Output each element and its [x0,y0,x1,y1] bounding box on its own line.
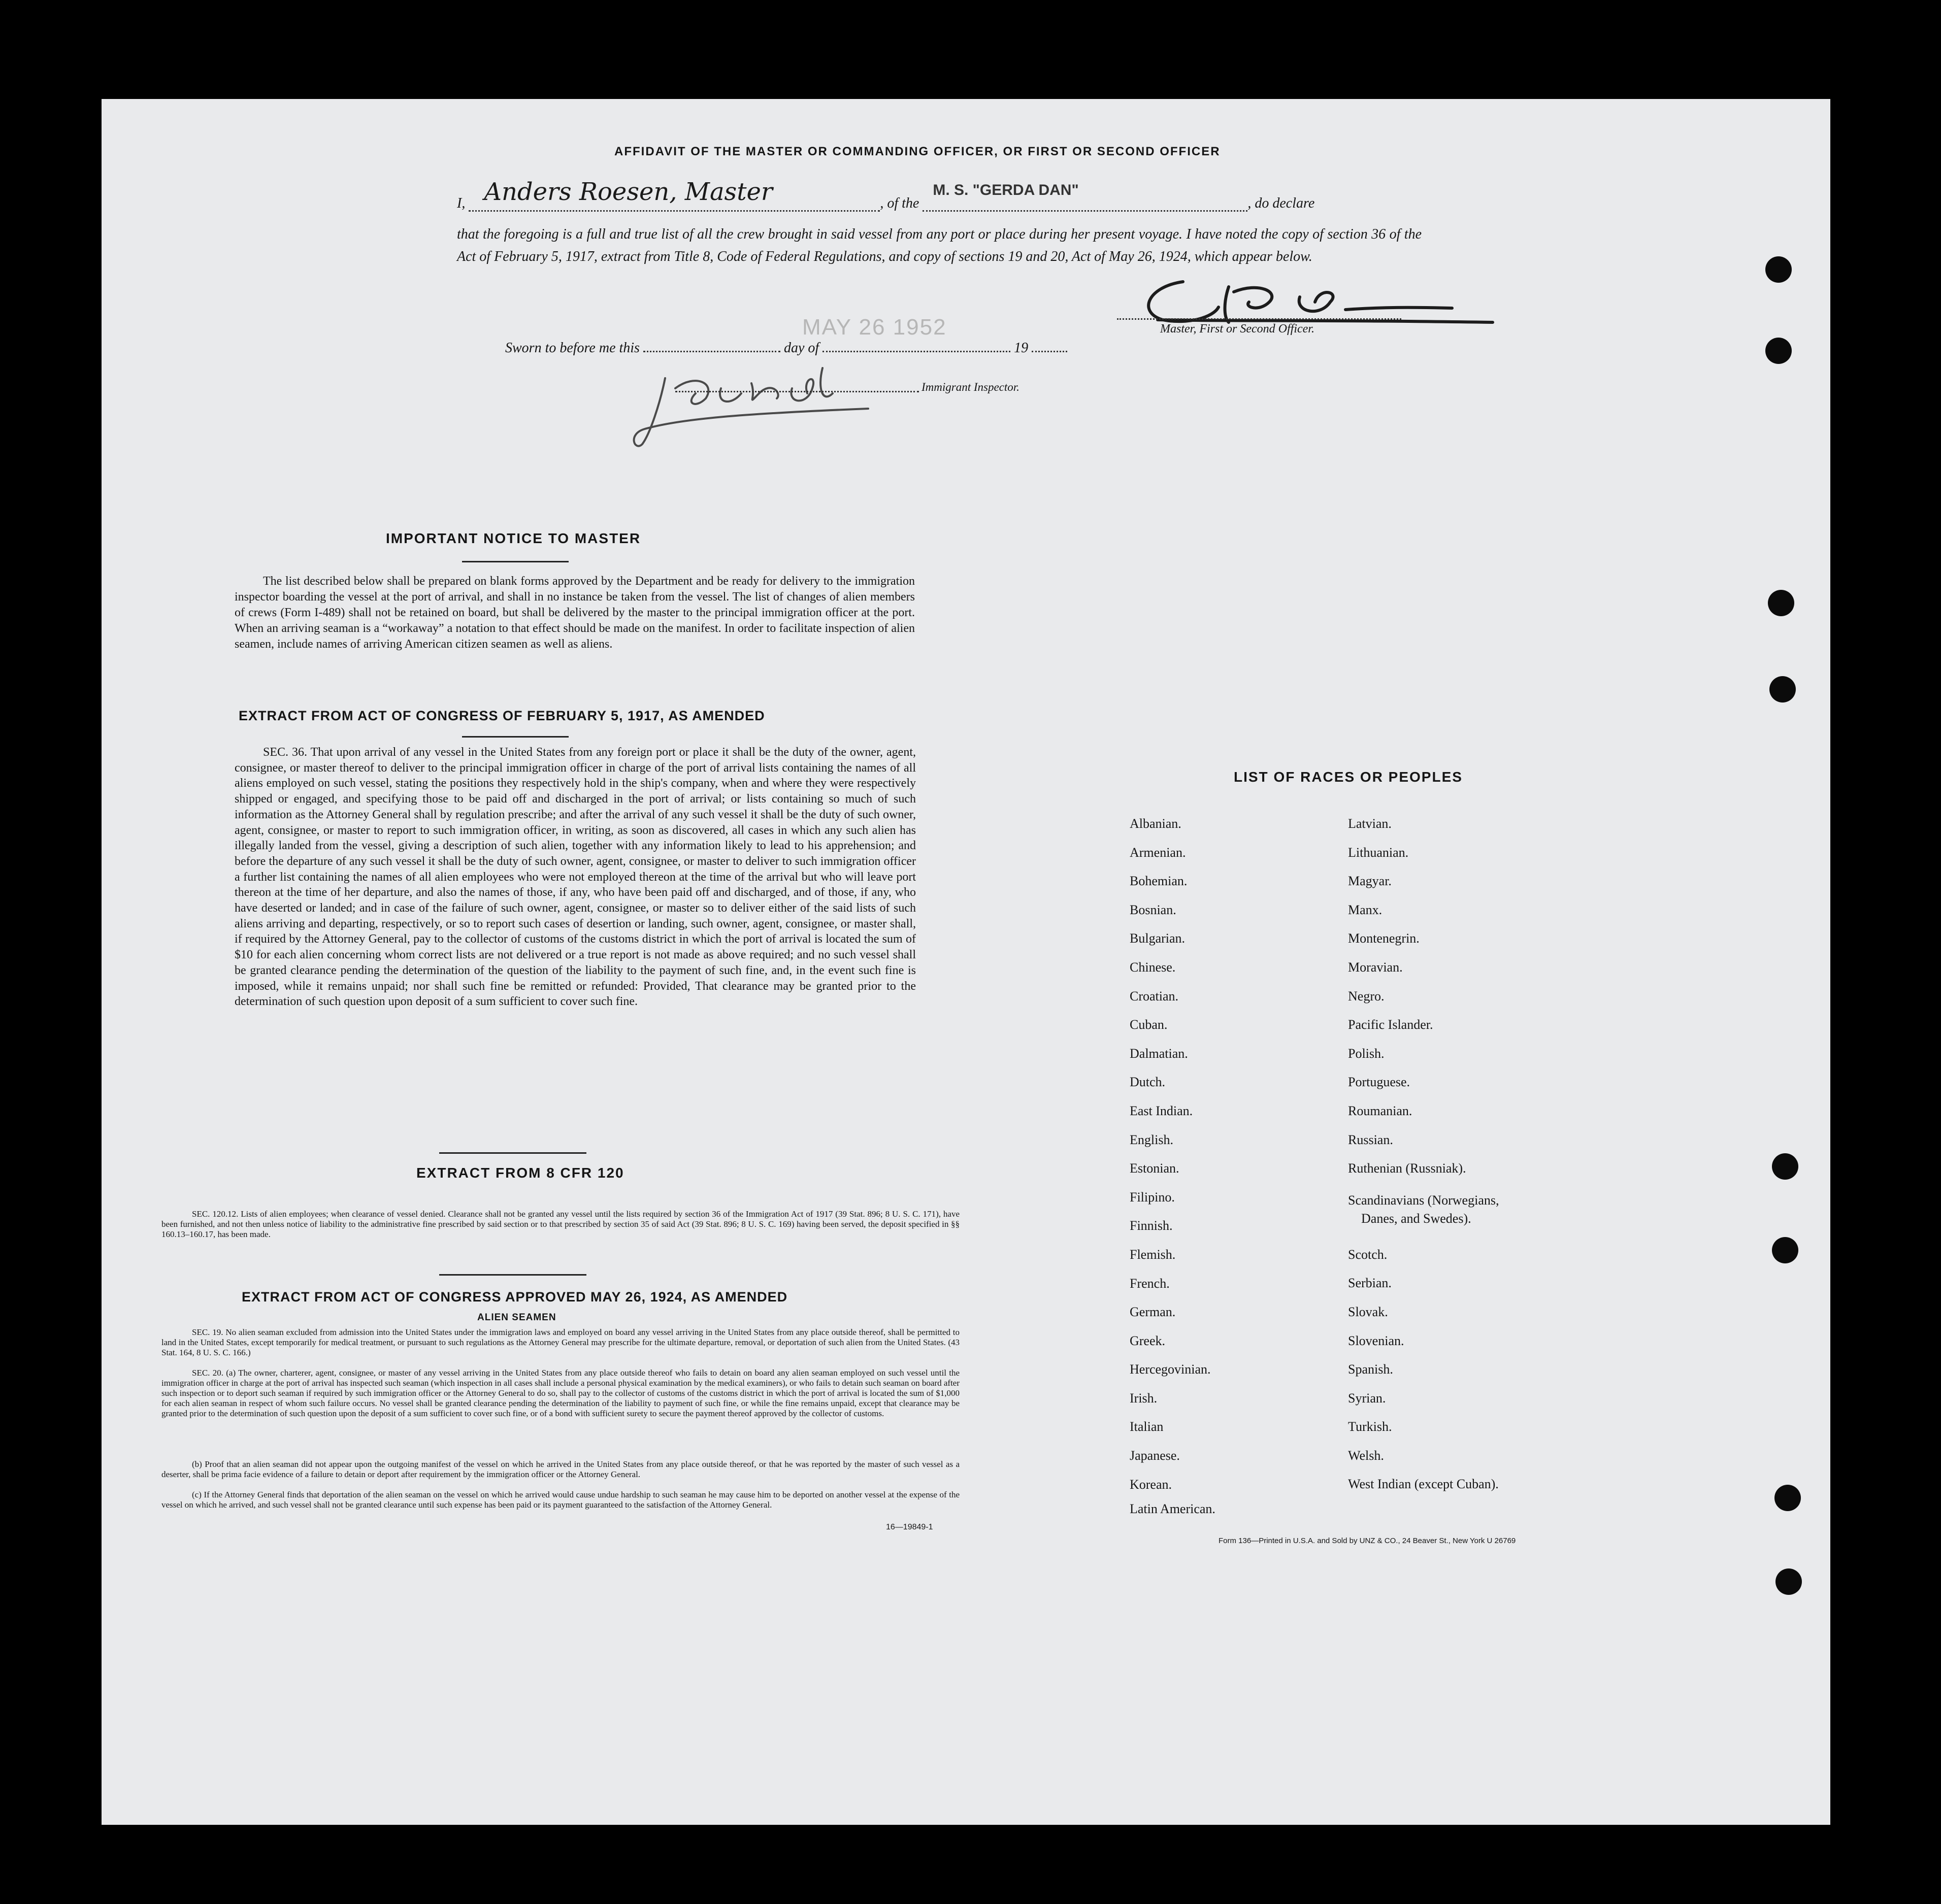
punch-hole [1765,338,1792,364]
race-item: Portuguese. [1348,1075,1410,1090]
sworn-month-field [823,351,1010,352]
year-prefix: 19 [1014,340,1029,356]
extract-1924-sec20c: (c) If the Attorney General finds that deportation of the alien seaman on the vessel on which he arrived would cause undue hardship to such seaman he may cause him to be deported on another vessel at the expense of the vessel on which he arrived, and such vessel shall not be granted clearance until such expense has been paid or its payment guaranteed to the satisfaction of the Attorney General. [161,1490,960,1510]
race-item: Irish. [1130,1390,1158,1406]
date-stamp: MAY 26 1952 [802,315,947,340]
punch-hole [1772,1237,1798,1263]
extract-1924-sec19: SEC. 19. No alien seaman excluded from admission into the United States under the immigration laws and employed on board any vessel arriving in the United States from any place outside thereof, shall be permitted to land in the United States, except temporarily for medical treatment, or pursuant to such regulations as the Attorney General may prescribe for the ultimate departure, removal, or deportation of such alien from the United States. (43 Stat. 164, 8 U. S. C. 166.) [161,1327,960,1357]
race-item: Italian [1130,1419,1164,1434]
race-item: Russian. [1348,1132,1393,1147]
inspector-caption: Immigrant Inspector. [922,381,1019,393]
race-item: East Indian. [1130,1103,1193,1118]
races-column-2 [1348,810,1499,1499]
punch-hole [1769,676,1796,703]
race-item: West Indian (except Cuban). [1348,1477,1499,1492]
race-item: Polish. [1348,1046,1385,1061]
race-item: Scandinavians (Norwegians, [1348,1192,1499,1208]
master-name-handwritten: Anders Roesen, Master [484,178,773,206]
cfr-top-rule [439,1152,586,1154]
race-item: Dalmatian. [1130,1046,1188,1061]
notice-body: The list described below shall be prepared on blank forms approved by the Department and be ready for delivery to the immigration inspector boarding the vessel at the port of arrival, and shall in no instance be taken from the vessel. The list of changes of alien members of crews (Form I-489) shall not be retained on board, but shall be delivered by the master to the principal immigration officer at the port. When an arriving seaman is a “workaway” a notation to that effect should be made on the manifest. In order to facilitate inspection of alien seamen, include names of arriving American citizen seamen as well as aliens. [235,575,915,651]
race-item: Lithuanian. [1348,845,1409,860]
extract-1924-sec20b: (b) Proof that an alien seaman did not appear upon the outgoing manifest of the vessel on which he arrived in the United States from any place outside thereof, or that he was reported by the master of such vessel as a deserter, shall be prima facie evidence of a failure to detain or deport after requirement by the immigration officer or the Attorney General. [161,1459,960,1479]
race-item: Albanian. [1130,816,1181,831]
race-item: Magyar. [1348,874,1392,889]
affidavit-title: AFFIDAVIT OF THE MASTER OR COMMANDING OFFICER, OR FIRST OR SECOND OFFICER [614,145,1221,158]
master-name-field [469,178,880,212]
sworn-day-field [643,351,780,352]
notice-title: IMPORTANT NOTICE TO MASTER [386,530,641,546]
punch-hole [1774,1485,1801,1511]
race-item: Roumanian. [1348,1103,1412,1118]
race-item: Negro. [1348,988,1385,1004]
race-item: Manx. [1348,902,1383,917]
race-item: Moravian. [1348,959,1403,975]
extract-1924-sec20a: SEC. 20. (a) The owner, charterer, agent, consignee, or master of any vessel arriving in the United States from any place outside thereof who fails to detain on board any alien seaman employed on such vessel until the immigration officer in charge at the port of arrival has inspected such seaman (which inspection in all cases shall include a personal physical examination by the medical examiners), or who fails to detain such seaman on board after such inspection or to deport such seaman if required by such immigration officer or the Attorney General to do so, shall pay to the collector of customs of the customs district in which the port of arrival is located the sum of $1,000 for each alien seaman in respect of whom such failure occurs. No vessel shall be granted clearance pending the determination of the liability to payment of such fine, or while the fine remains unpaid, except that clearance may be granted prior to the determination of such question upon the deposit of a sum sufficient to cover such fine, or of a bond with sufficient surety to secure the payment thereof approved by the collector of customs. [161,1368,960,1418]
race-item: Montenegrin. [1348,931,1420,946]
race-item: Slovak. [1348,1304,1388,1319]
extract-1924-title: EXTRACT FROM ACT OF CONGRESS APPROVED MAY 26, 1924, AS AMENDED [242,1289,788,1305]
race-item: Pacific Islander. [1348,1017,1433,1032]
race-item: Finnish. [1130,1218,1173,1233]
inspector-line [675,391,919,392]
race-item: Bohemian. [1130,874,1188,889]
race-item: Bulgarian. [1130,931,1186,946]
extract-1917-title: EXTRACT FROM ACT OF CONGRESS OF FEBRUARY 5, 1917, AS AMENDED [239,708,765,723]
signature-caption: Master, First or Second Officer. [1160,322,1314,336]
race-item: Greek. [1130,1333,1166,1348]
vessel-field [923,182,1247,212]
race-item: Turkish. [1348,1419,1392,1434]
race-item: Slovenian. [1348,1333,1404,1348]
vessel-stamp: M. S. "GERDA DAN" [933,182,1079,198]
race-item: Armenian. [1130,845,1186,860]
race-item: French. [1130,1276,1170,1291]
race-item: Cuban. [1130,1017,1168,1032]
extract-1924-top-rule [439,1274,586,1276]
race-item: Hercegovinian. [1130,1362,1211,1377]
race-item: Danes, and Swedes). [1361,1211,1471,1226]
race-item: Latvian. [1348,816,1392,831]
race-item: Dutch. [1130,1075,1166,1090]
do-declare-text: , do declare [1247,195,1315,211]
race-item: Syrian. [1348,1390,1386,1406]
punch-hole [1768,590,1794,616]
line-prefix: I, [457,195,466,211]
race-item: Ruthenian (Russniak). [1348,1161,1466,1176]
day-of-text: day of [783,340,819,356]
form-footer: Form 136—Printed in U.S.A. and Sold by UNZ & CO., 24 Beaver St., New York U 26769 [1219,1536,1516,1545]
punch-hole [1772,1153,1798,1180]
sworn-line [505,340,1067,356]
race-item: Bosnian. [1130,902,1176,917]
race-item: Serbian. [1348,1276,1392,1291]
punch-hole [1765,256,1792,283]
race-item: Welsh. [1348,1448,1384,1463]
race-item: Estonian. [1130,1161,1179,1176]
extract-cfr-body: SEC. 120.12. Lists of alien employees; when clearance of vessel denied. Clearance shall not be granted any vessel until the lists required by section 36 of the Immigration Act of 1917 (39 Stat. 896; 8 U. S. C. 171), have been furnished, and not then unless notice of liability to the administrative fine prescribed by said section or to that prescribed by section 35 of said Act (39 Stat. 896; 8 U. S. C. 169) having been served, the deposit specified in §§ 160.13–160.17, has been made. [161,1209,960,1239]
punch-hole [1775,1568,1802,1595]
race-item: Spanish. [1348,1362,1393,1377]
race-item: Filipino. [1130,1189,1175,1205]
affidavit-line-1 [457,178,1315,212]
extract-1917-body: SEC. 36. That upon arrival of any vessel in the United States from any foreign port or place it shall be the duty of the owner, agent, consignee, or master thereof to deliver to the principal immigration officer in charge of the port of arrival lists containing the names of all aliens employed on such vessel, stating the positions they respectively hold in the ship's company, when and where they were respectively shipped or engaged, and specifying those to be paid off and discharged in the port of arrival; or lists containing so much of such information as the Attorney General shall by regulation prescribe; and after the arrival of any such vessel it shall be the duty of such owner, agent, consignee, or master to report to such immigration officer, in writing, as soon as discovered, all cases in which any such alien has illegally landed from the vessel, giving a description of such alien, together with any information likely to lead to his apprehension; and before the departure of any such vessel it shall be the duty of such owner, agent, consignee, or master to deliver to such immigration officer a further list containing the names of all alien employees who were not employed thereon at the time of the arrival but who will leave port thereon at the time of her departure, and also the names of those, if any, who have been paid off and discharged, and of those, if any, who have deserted or landed; and in case of the failure of such owner, agent, consignee, or master so to deliver either of the said lists of such aliens arriving and departing, respectively, or so to report such cases of desertion or landing, such owner, agent, consignee, or master shall, if required by the Attorney General, pay to the collector of customs of the customs district in which the port of arrival is located the sum of $10 for each alien concerning whom correct lists are not delivered or a true report is not made as above required; and no such vessel shall be granted clearance pending the determination of the question of the liability to the payment of such fine, and, in the event such fine is imposed, while it remains unpaid; nor shall such fine be remitted or refunded: Provided, That clearance may be granted prior to the determination of such question upon deposit of a sum sufficient to cover such fine. [235,746,916,1009]
extract-1917-rule [462,736,569,738]
race-item: Scotch. [1348,1247,1388,1262]
notice-rule [462,561,569,562]
extract-cfr-title: EXTRACT FROM 8 CFR 120 [416,1165,624,1181]
race-item: Korean. [1130,1477,1172,1492]
race-item: Japanese. [1130,1448,1180,1463]
race-item: Croatian. [1130,988,1179,1004]
races-column-1 [1130,810,1215,1519]
extract-1924-subtitle: ALIEN SEAMEN [477,1312,556,1323]
affidavit-body: that the foregoing is a full and true list of all the crew brought in said vessel from any port or place during her present voyage. I have noted the copy of section 36 of the Act of February 5, 1917, extract from Title 8, Code of Federal Regulations, and copy of sections 19 and 20, Act of May 26, 1924, which appear below. [457,226,1422,264]
inspector-signature [630,358,894,459]
sworn-year-field [1032,351,1067,352]
print-code: 16—19849-1 [886,1523,933,1531]
race-item: Chinese. [1130,959,1176,975]
race-item: German. [1130,1305,1176,1320]
document-page [102,99,1830,1825]
race-item: Flemish. [1130,1247,1176,1262]
race-item: Latin American. [1130,1501,1215,1517]
race-item: English. [1130,1132,1173,1147]
of-the-text: , of the [880,195,919,211]
signature-line [1117,318,1401,320]
sworn-text: Sworn to before me this [505,340,640,356]
races-title: LIST OF RACES OR PEOPLES [1234,769,1463,785]
